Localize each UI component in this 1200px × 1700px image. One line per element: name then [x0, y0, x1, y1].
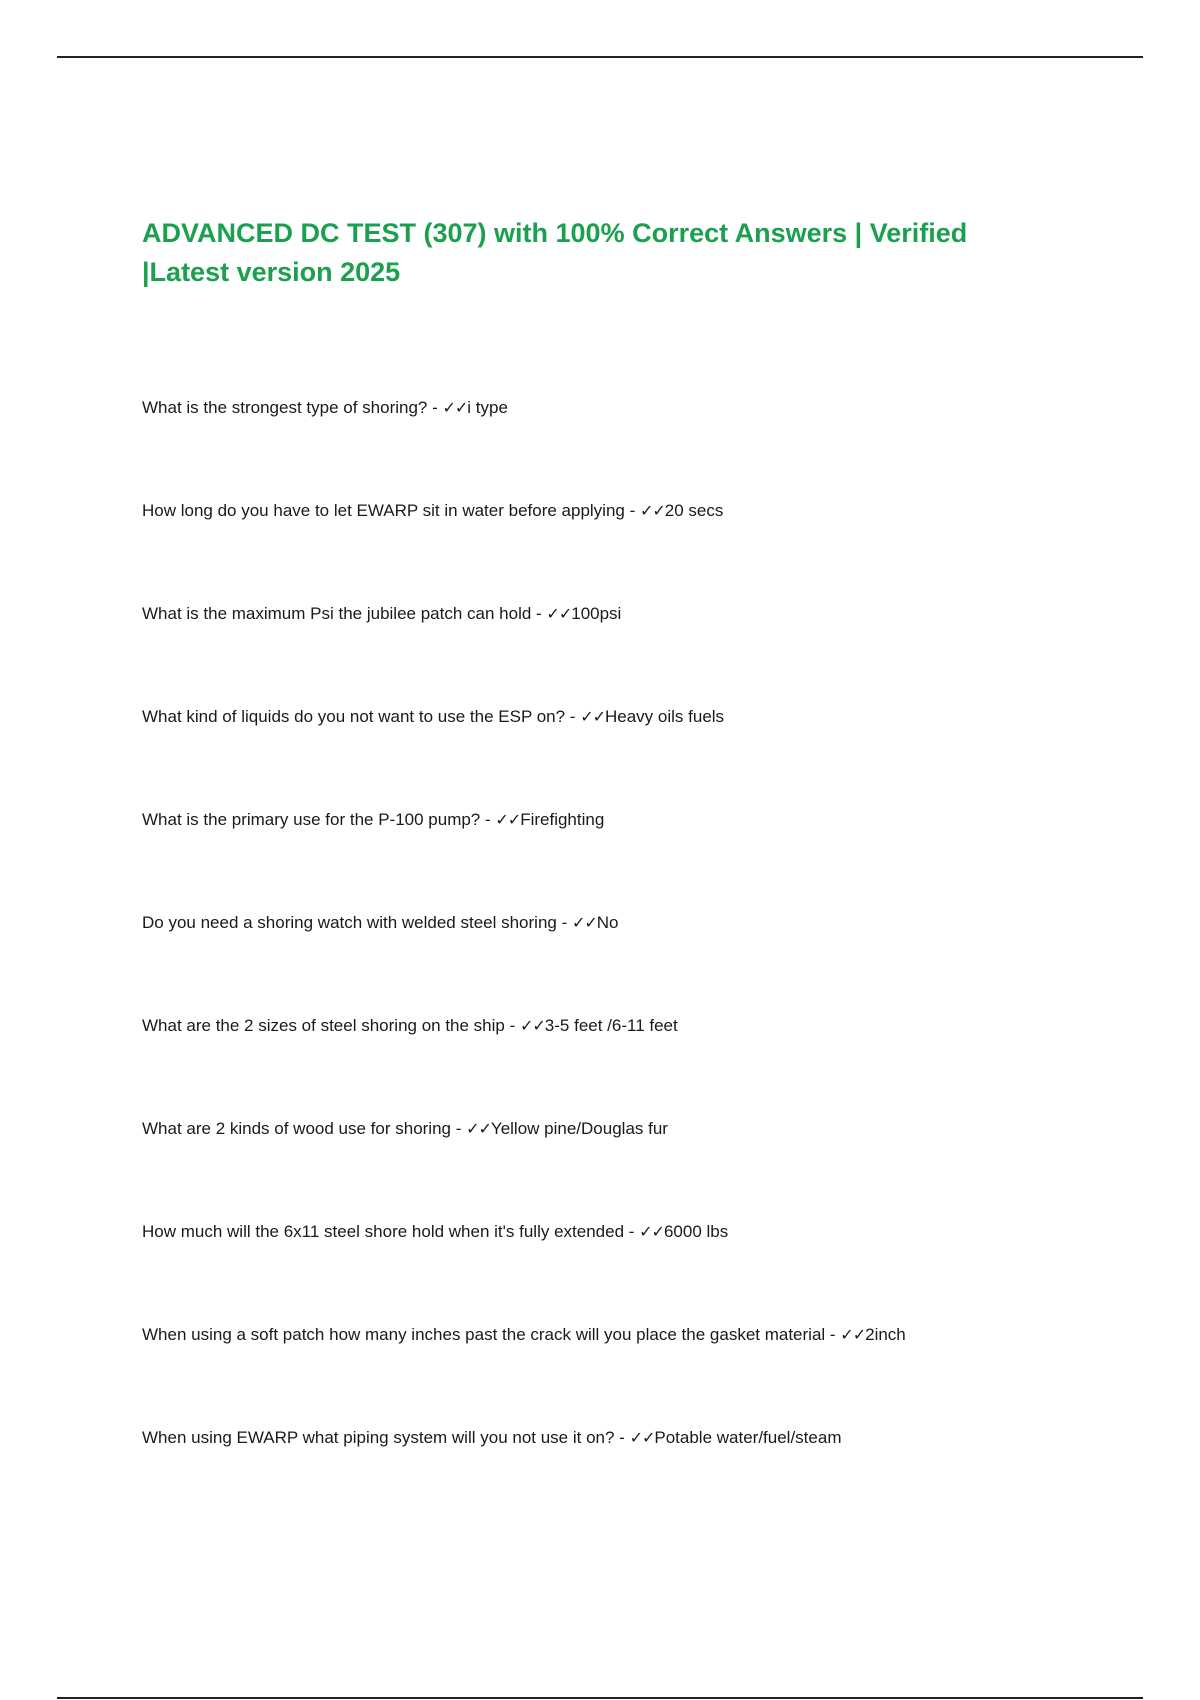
- double-check-icon: ✓✓: [840, 1325, 866, 1344]
- answer-text: 2inch: [865, 1325, 906, 1344]
- top-rule: [57, 56, 1143, 58]
- answer-text: Firefighting: [520, 810, 605, 829]
- list-item: [142, 600, 1122, 703]
- separator: -: [624, 501, 640, 520]
- question-answer-list: [142, 394, 1122, 1527]
- double-check-icon: ✓✓: [466, 1119, 491, 1138]
- question-text: Do you need a shoring watch with welded steel shoring: [142, 913, 557, 932]
- question-text: How much will the 6x11 steel shore hold when it's fully extended: [142, 1222, 625, 1241]
- double-check-icon: ✓✓: [639, 501, 665, 520]
- question-text: What is the strongest type of shoring?: [142, 398, 428, 417]
- list-item: [142, 1012, 1122, 1115]
- list-item: [142, 1218, 1122, 1321]
- answer-text: i type: [467, 398, 508, 417]
- list-item: [142, 909, 1122, 1012]
- bottom-rule: [57, 1697, 1143, 1699]
- separator: -: [427, 398, 443, 417]
- separator: -: [504, 1016, 520, 1035]
- question-text: How long do you have to let EWARP sit in water before applying: [142, 501, 625, 520]
- double-check-icon: ✓✓: [629, 1428, 655, 1447]
- question-text: What are 2 kinds of wood use for shoring: [142, 1119, 451, 1138]
- separator: -: [480, 810, 496, 829]
- question-text: What are the 2 sizes of steel shoring on the ship: [142, 1016, 505, 1035]
- question-text: When using EWARP what piping system will you not use it on?: [142, 1428, 615, 1447]
- list-item: [142, 1115, 1122, 1218]
- answer-text: Potable water/fuel/steam: [654, 1428, 842, 1447]
- answer-text: No: [596, 913, 619, 932]
- separator: -: [614, 1428, 630, 1447]
- list-item: [142, 703, 1122, 806]
- double-check-icon: ✓✓: [519, 1016, 545, 1035]
- separator: -: [565, 707, 581, 726]
- double-check-icon: ✓✓: [442, 398, 468, 417]
- answer-text: 3-5 feet /6-11 feet: [544, 1016, 678, 1035]
- answer-text: Yellow pine/Douglas fur: [490, 1119, 668, 1138]
- separator: -: [825, 1325, 841, 1344]
- double-check-icon: ✓✓: [546, 604, 572, 623]
- list-item: [142, 394, 1122, 497]
- list-item: [142, 1321, 1122, 1424]
- list-item: [142, 806, 1122, 909]
- document-title: ADVANCED DC TEST (307) with 100% Correct Answers | Verified |Latest version 2025: [142, 218, 968, 287]
- separator: -: [531, 604, 547, 623]
- double-check-icon: ✓✓: [495, 810, 521, 829]
- answer-text: Heavy oils fuels: [605, 707, 725, 726]
- double-check-icon: ✓✓: [571, 913, 597, 932]
- question-text: What is the maximum Psi the jubilee patch can hold: [142, 604, 532, 623]
- separator: -: [624, 1222, 640, 1241]
- separator: -: [556, 913, 572, 932]
- list-item: [142, 497, 1122, 600]
- answer-text: 6000 lbs: [663, 1222, 729, 1241]
- separator: -: [451, 1119, 467, 1138]
- answer-text: 20 secs: [664, 501, 724, 520]
- double-check-icon: ✓✓: [639, 1222, 664, 1241]
- list-item: [142, 1424, 1122, 1527]
- answer-text: 100psi: [571, 604, 622, 623]
- question-text: When using a soft patch how many inches past the crack will you place the gasket material: [142, 1325, 826, 1344]
- question-text: What is the primary use for the P-100 pump?: [142, 810, 481, 829]
- double-check-icon: ✓✓: [580, 707, 605, 726]
- question-text: What kind of liquids do you not want to use the ESP on?: [142, 707, 566, 726]
